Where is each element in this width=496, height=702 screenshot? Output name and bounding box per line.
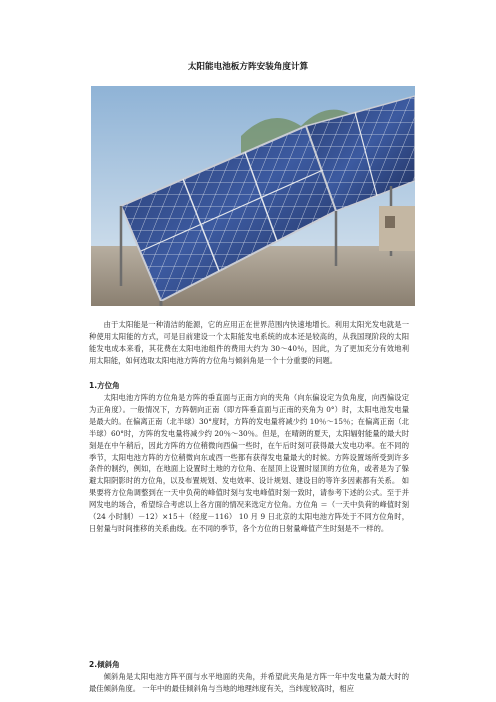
section-heading-tilt: 2.倾斜角 bbox=[89, 660, 120, 669]
intro-paragraph: 由于太阳能是一种清洁的能源，它的应用正在世界范围内快速地增长。利用太阳光发电就是一种使用太阳能的方式，可是目前建设一个太阳能发电系统的成本还是较高的，从我国现阶段的太阳能发电成本来看，其花费在太阳电池组件的费用大约为 30～40％，因此，为了更加充分有效地利用太阳能，如何选取太阳电池方阵的方位角与倾斜角是一个十分重要的问题。 bbox=[89, 320, 409, 365]
azimuth-paragraph: 太阳电池方阵的方位角是方阵的垂直面与正南方向的夹角（向东偏设定为负角度，向西偏设定为正角度）。一般情况下，方阵朝向正南（即方阵垂直面与正南的夹角为 0°）时，太阳电池发电量是最大的。在偏离正南（北半球）30°度时，方阵的发电量将减少约 10％～15％；在偏离正南（北半球）60°时，方阵的发电量将减少约 20％～30％。但是，在晴朗的夏天，太阳辐射能量的最大时刻是在中午稍后，因此方阵的方位稍微向西偏一些时，在午后时刻可获得最大发电功率。在不同的季节，太阳电池方阵的方位稍微向东或西一些都有获得发电量最大的时候。方阵设置场所受到许多条件的制约，例如，在地面上设置时土地的方位角、在屋顶上设置时屋顶的方位角，或者是为了躲避太阳阴影时的方位角，以及布置规划、发电效率、设计规划、建设目的等许多因素都有关系。 如果要将方位角调整到在一天中负荷的峰值时刻与发电峰值时刻一致时，请参考下述的公式。至于并网发电的场合，希望综合考虑以上各方面的情况来选定方位角。方位角 ＝（一天中负荷的峰值时刻（24 小时制）－12）×15＋（经度－116） 10 月 9 日北京的太阳电池方阵处于不同方位角时，日射量与时间推移的关系曲线。在不同的季节，各个方位的日射量峰值产生时刻是不一样的。 bbox=[89, 393, 409, 533]
document-title: 太阳能电池板方阵安装角度计算 bbox=[187, 62, 309, 72]
solar-panel-photo bbox=[91, 86, 415, 306]
section-heading-azimuth: 1.方位角 bbox=[89, 381, 120, 390]
tilt-paragraph: 倾斜角是太阳电池方阵平面与水平地面的夹角，并希望此夹角是方阵一年中发电量为最大时的最佳倾斜角度。 一年中的最佳倾斜角与当地的地理纬度有关，当纬度较高时，相应 bbox=[89, 672, 409, 693]
